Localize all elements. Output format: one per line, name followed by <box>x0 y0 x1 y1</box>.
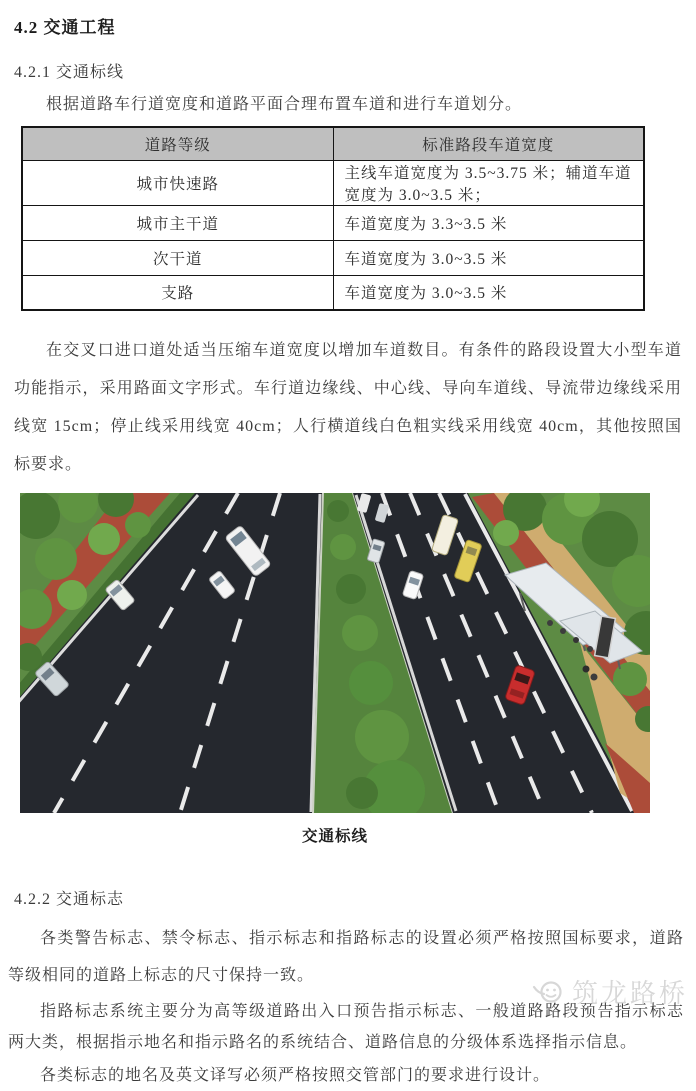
road-rendering-image <box>20 493 650 813</box>
figure-caption: 交通标线 <box>301 828 368 845</box>
subsection-422-heading: 4.2.2 交通标志 <box>14 891 125 908</box>
signs-paragraph-2: 指路标志系统主要分为高等级道路出入口预告指示标志、一般道路路段预告指示标志两大类，根据指示地名和指示路名的系统结合、道路信息的分级体系选择指示信息。 <box>8 1003 684 1051</box>
smiley-logo-icon <box>532 977 566 1007</box>
road-rendering-figure <box>20 493 650 846</box>
cell-grade: 次干道 <box>22 240 333 275</box>
intro-paragraph: 根据道路车行道宽度和道路平面合理布置车道和进行车道划分。 <box>46 96 523 113</box>
cell-width: 主线车道宽度为 3.5~3.75 米；辅道车道宽度为 3.0~3.5 米； <box>333 160 644 205</box>
table-row <box>22 275 644 310</box>
table-header-row <box>22 127 644 160</box>
col-header-road-grade: 道路等级 <box>22 127 333 160</box>
section-heading: 4.2 交通工程 <box>14 18 116 37</box>
table-row <box>22 240 644 275</box>
lane-width-table <box>21 126 645 311</box>
cell-width: 车道宽度为 3.3~3.5 米 <box>333 205 644 240</box>
cell-grade: 城市快速路 <box>22 160 333 205</box>
table-row <box>22 205 644 240</box>
table-row <box>22 160 644 205</box>
watermark-text: 筑龙路桥 <box>571 978 688 1008</box>
subsection-421-heading: 4.2.1 交通标线 <box>14 64 125 81</box>
signs-paragraph-3: 各类标志的地名及英文译写必须严格按照交管部门的要求进行设计。 <box>40 1067 551 1084</box>
cell-grade: 城市主干道 <box>22 205 333 240</box>
col-header-lane-width: 标准路段车道宽度 <box>333 127 644 160</box>
cell-width: 车道宽度为 3.0~3.5 米 <box>333 275 644 310</box>
cell-grade: 支路 <box>22 275 333 310</box>
cell-width: 车道宽度为 3.0~3.5 米 <box>333 240 644 275</box>
watermark <box>532 973 688 1010</box>
marking-paragraph: 在交叉口进口道处适当压缩车道宽度以增加车道数目。有条件的路段设置大小型车道功能指示，采用路面文字形式。车行道边缘线、中心线、导向车道线、导流带边缘线采用线宽 15cm；停止线采用线宽 40cm；人行横道线白色粗实线采用线宽 40cm，其他按照国标要求。 <box>14 342 682 473</box>
signs-paragraph-1: 各类警告标志、禁令标志、指示标志和指路标志的设置必须严格按照国标要求，道路等级相同的道路上标志的尺寸保持一致。 <box>8 930 684 984</box>
document-page <box>0 13 696 1084</box>
